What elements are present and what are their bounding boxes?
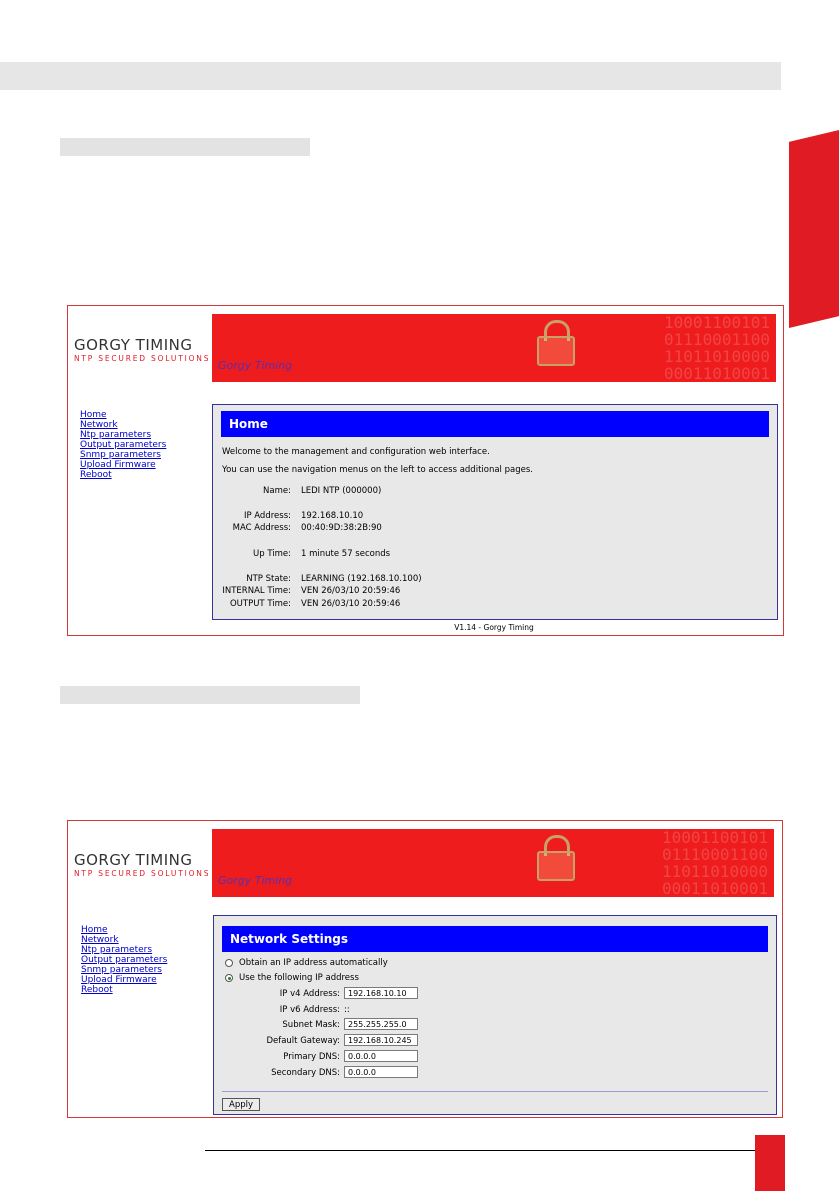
nav-upload-firmware[interactable]: Upload Firmware	[80, 460, 156, 470]
secondary-dns-input[interactable]: 0.0.0.0	[344, 1066, 418, 1078]
binary-pattern: 10001100101 01110001100 11011010000 00011010001	[664, 314, 770, 382]
version-footer: V1.14 - Gorgy Timing	[454, 623, 534, 632]
name-label: Name:	[263, 486, 291, 496]
output-time-label: OUTPUT Time:	[229, 599, 291, 609]
logo	[74, 336, 210, 363]
page-number-tab	[755, 1135, 785, 1191]
panel-divider	[222, 1091, 768, 1092]
ipv4-input[interactable]: 192.168.10.10	[344, 987, 418, 999]
chapter-side-tab	[789, 130, 839, 328]
radio-use-following[interactable]	[225, 974, 233, 982]
uptime-value: 1 minute 57 seconds	[301, 549, 391, 559]
primary-dns-input[interactable]: 0.0.0.0	[344, 1050, 418, 1062]
ipv6-label: IP v6 Address:	[279, 1005, 340, 1015]
footer-rule	[205, 1150, 755, 1151]
logo-subtitle: NTP SECURED SOLUTIONS	[74, 354, 211, 363]
primary-dns-label: Primary DNS:	[283, 1052, 340, 1062]
top-header-bar	[0, 62, 781, 90]
home-panel-header: Home	[221, 411, 769, 437]
nav-reboot[interactable]: Reboot	[80, 470, 112, 480]
nav-ntp-parameters[interactable]: Ntp parameters	[80, 430, 152, 440]
secondary-dns-label: Secondary DNS:	[271, 1068, 340, 1078]
banner-title: Gorgy Timing	[218, 874, 293, 887]
ip-label: IP Address:	[243, 511, 291, 521]
subnet-mask-input[interactable]: 255.255.255.0	[344, 1018, 418, 1030]
ntp-state-value: LEARNING (192.168.10.100)	[301, 574, 422, 584]
home-panel	[212, 404, 778, 620]
subnet-mask-label: Subnet Mask:	[282, 1020, 340, 1030]
network-screenshot	[67, 820, 783, 1118]
nav-output-parameters[interactable]: Output parameters	[80, 440, 167, 450]
network-panel	[213, 915, 777, 1115]
nav-network[interactable]: Network	[81, 935, 119, 945]
ip-value: 192.168.10.10	[301, 511, 364, 521]
ntp-state-label: NTP State:	[246, 574, 291, 584]
gateway-label: Default Gateway:	[266, 1036, 340, 1046]
network-panel-header: Network Settings	[222, 926, 768, 952]
side-nav	[80, 410, 166, 480]
header-banner	[212, 314, 776, 382]
side-nav-2	[81, 925, 167, 995]
nav-home[interactable]: Home	[80, 410, 107, 420]
mac-label: MAC Address:	[232, 523, 291, 533]
logo-2	[74, 851, 210, 878]
logo-title: GORGY TIMING	[74, 336, 193, 354]
header-banner-2	[212, 829, 774, 897]
nav-ntp-parameters[interactable]: Ntp parameters	[81, 945, 153, 955]
nav-home[interactable]: Home	[81, 925, 108, 935]
welcome-text: Welcome to the management and configuration web interface.	[222, 447, 490, 457]
uptime-label: Up Time:	[253, 549, 291, 559]
nav-snmp-parameters[interactable]: Snmp parameters	[80, 450, 161, 460]
logo-title: GORGY TIMING	[74, 851, 193, 869]
nav-reboot[interactable]: Reboot	[81, 985, 113, 995]
radio-obtain-auto-label: Obtain an IP address automatically	[239, 958, 388, 968]
internal-time-value: VEN 26/03/10 20:59:46	[301, 586, 401, 596]
nav-hint-text: You can use the navigation menus on the left to access additional pages.	[222, 465, 533, 475]
gateway-input[interactable]: 192.168.10.245	[344, 1034, 418, 1046]
name-value: LEDI NTP (000000)	[301, 486, 382, 496]
section-heading-bar-network	[60, 686, 360, 704]
section-heading-bar-home	[60, 138, 310, 156]
mac-value: 00:40:9D:38:2B:90	[301, 523, 382, 533]
lock-icon	[537, 336, 575, 366]
nav-output-parameters[interactable]: Output parameters	[81, 955, 168, 965]
banner-title: Gorgy Timing	[218, 359, 293, 372]
ipv6-value: ::	[344, 1005, 350, 1015]
internal-time-label: INTERNAL Time:	[222, 586, 291, 596]
radio-obtain-auto[interactable]	[225, 959, 233, 967]
radio-use-following-label: Use the following IP address	[239, 973, 359, 983]
logo-subtitle: NTP SECURED SOLUTIONS	[74, 869, 211, 878]
lock-icon	[537, 851, 575, 881]
binary-pattern: 10001100101 01110001100 11011010000 00011010001	[662, 829, 768, 897]
output-time-value: VEN 26/03/10 20:59:46	[301, 599, 401, 609]
nav-snmp-parameters[interactable]: Snmp parameters	[81, 965, 162, 975]
home-screenshot	[67, 305, 784, 636]
apply-button[interactable]: Apply	[222, 1098, 260, 1111]
ipv4-label: IP v4 Address:	[279, 989, 340, 999]
nav-upload-firmware[interactable]: Upload Firmware	[81, 975, 157, 985]
nav-network[interactable]: Network	[80, 420, 118, 430]
